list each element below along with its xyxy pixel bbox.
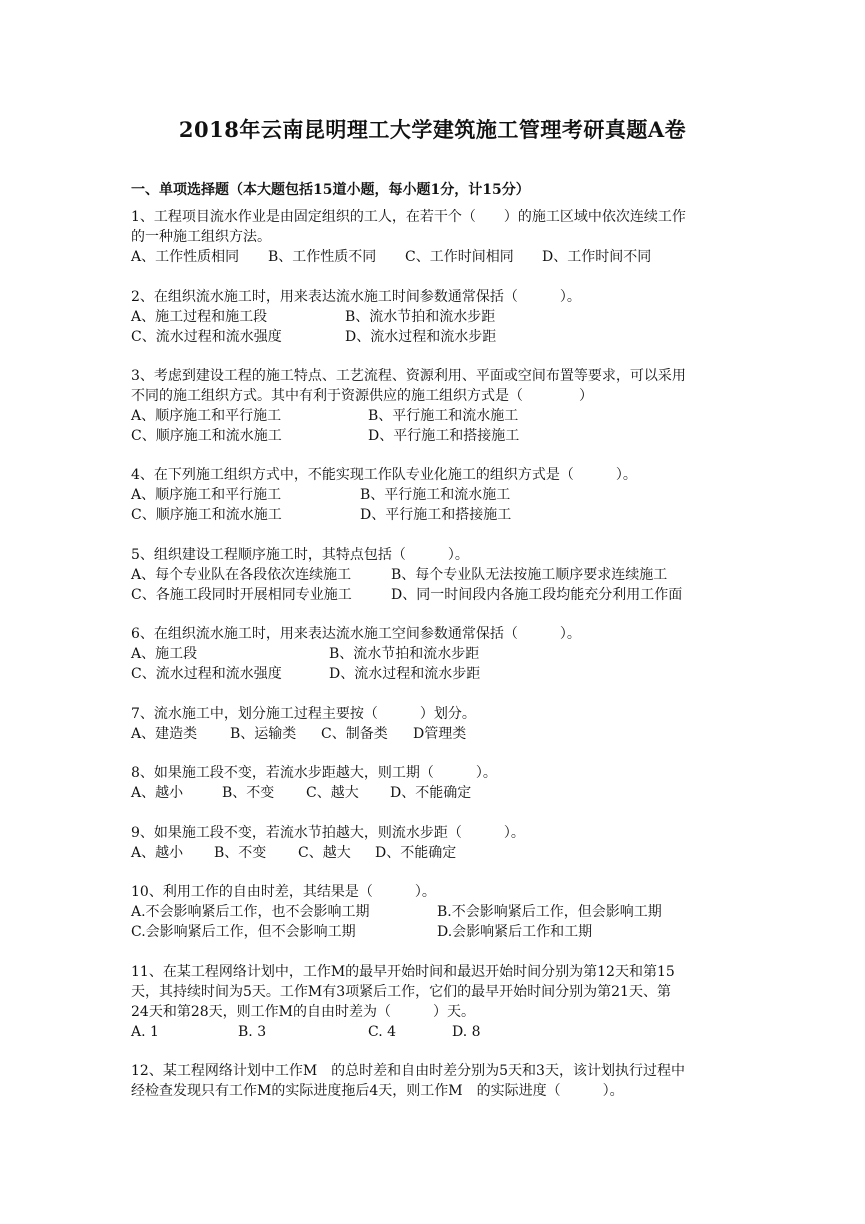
option-d: D、平行施工和搭接施工 xyxy=(360,507,512,523)
question-stem: 10、利用工作的自由时差，其结果是（ ）。 xyxy=(131,884,436,900)
option-a: A、顺序施工和平行施工 xyxy=(131,408,282,424)
question-7 xyxy=(131,704,741,744)
section-heading: 一、单项选择题（本大题包括15道小题，每小题1分，计15分） xyxy=(131,182,530,198)
option-d: D、平行施工和搭接施工 xyxy=(368,428,520,444)
question-stem: 2、在组织流水施工时，用来表达流水施工时间参数通常保括（ ）。 xyxy=(131,289,581,305)
option-d: D、流水过程和流水步距 xyxy=(329,666,481,682)
question-stem: 经检查发现只有工作M的实际进度拖后4天，则工作M 的实际进度（ ）。 xyxy=(131,1083,624,1099)
question-10 xyxy=(131,882,741,942)
option-c: C、流水过程和流水强度 xyxy=(131,329,282,345)
question-stem: 11、在某工程网络计划中，工作M的最早开始时间和最迟开始时间分别为第12天和第15 xyxy=(131,964,675,980)
option-d: D、不能确定 xyxy=(390,785,472,801)
option-c: C、顺序施工和流水施工 xyxy=(131,428,282,444)
option-c: C、流水过程和流水强度 xyxy=(131,666,282,682)
option-row xyxy=(131,644,741,664)
question-stem: 4、在下列施工组织方式中，不能实现工作队专业化施工的组织方式是（ ）。 xyxy=(131,467,637,483)
question-stem: 7、流水施工中，划分施工过程主要按（ ）划分。 xyxy=(131,706,476,722)
option-row xyxy=(131,307,741,327)
option-b: B、流水节拍和流水步距 xyxy=(329,646,480,662)
question-stem: 的一种施工组织方法。 xyxy=(131,229,271,245)
option-a: A、越小 xyxy=(131,845,184,861)
option-d: D、流水过程和流水步距 xyxy=(345,329,497,345)
option-a: A、顺序施工和平行施工 xyxy=(131,487,282,503)
question-12 xyxy=(131,1061,741,1101)
question-6 xyxy=(131,624,741,684)
question-stem: 6、在组织流水施工时，用来表达流水施工空间参数通常保括（ ）。 xyxy=(131,626,581,642)
option-row xyxy=(131,247,741,267)
question-3 xyxy=(131,366,741,446)
question-stem: 24天和第28天，则工作M的自由时差为（ ）天。 xyxy=(131,1004,475,1020)
option-b: B、流水节拍和流水步距 xyxy=(345,309,496,325)
option-d: D、工作时间不同 xyxy=(542,249,652,265)
option-row xyxy=(131,664,741,684)
question-stem: 1、工程项目流水作业是由固定组织的工人，在若干个（ ）的施工区域中依次连续工作 xyxy=(131,209,686,225)
option-row xyxy=(131,1022,741,1042)
option-row xyxy=(131,922,741,942)
option-b: B、每个专业队无法按施工顺序要求连续施工 xyxy=(391,567,668,583)
option-c: C.会影响紧后工作，但不会影响工期 xyxy=(131,924,356,940)
option-d: D、不能确定 xyxy=(375,845,457,861)
option-b: B、运输类 xyxy=(230,726,297,742)
option-c: C、越大 xyxy=(306,785,359,801)
question-11 xyxy=(131,962,741,1042)
question-stem: 12、某工程网络计划中工作M 的总时差和自由时差分别为5天和3天，该计划执行过程中 xyxy=(131,1063,685,1079)
option-a: A、施工段 xyxy=(131,646,198,662)
option-row xyxy=(131,585,741,605)
question-stem: 3、考虑到建设工程的施工特点、工艺流程、资源利用、平面或空间布置等要求，可以采用 xyxy=(131,368,686,384)
option-d: D管理类 xyxy=(413,726,467,742)
question-9 xyxy=(131,823,741,863)
option-row xyxy=(131,426,741,446)
option-c: C、工作时间相同 xyxy=(405,249,514,265)
question-4 xyxy=(131,465,741,525)
page-title: 2018年云南昆明理工大学建筑施工管理考研真题A卷 xyxy=(178,117,687,142)
option-c: C、制备类 xyxy=(321,726,388,742)
option-c: C、顺序施工和流水施工 xyxy=(131,507,282,523)
option-a: A、建造类 xyxy=(131,726,198,742)
option-b: B、不变 xyxy=(214,845,267,861)
option-row xyxy=(131,505,741,525)
question-stem: 不同的施工组织方式。其中有利于资源供应的施工组织方式是（ ） xyxy=(131,388,593,404)
option-row xyxy=(131,327,741,347)
option-a: A.不会影响紧后工作，也不会影响工期 xyxy=(131,904,370,920)
option-a: A. 1 xyxy=(131,1024,159,1040)
option-a: A、越小 xyxy=(131,785,184,801)
option-b: B. 3 xyxy=(238,1024,267,1040)
option-b: B、不变 xyxy=(222,785,275,801)
option-a: A、每个专业队在各段依次连续施工 xyxy=(131,567,352,583)
question-5 xyxy=(131,545,741,605)
option-c: C、越大 xyxy=(298,845,351,861)
option-row xyxy=(131,783,741,803)
option-a: A、施工过程和施工段 xyxy=(131,309,268,325)
option-row xyxy=(131,724,741,744)
question-2 xyxy=(131,287,741,347)
option-b: B、工作性质不同 xyxy=(268,249,377,265)
option-b: B、平行施工和流水施工 xyxy=(360,487,511,503)
question-stem: 9、如果施工段不变，若流水节拍越大，则流水步距（ ）。 xyxy=(131,825,525,841)
question-stem: 天，其持续时间为5天。工作M有3项紧后工作，它们的最早开始时间分别为第21天、第 xyxy=(131,984,671,1000)
option-d: D.会影响紧后工作和工期 xyxy=(437,924,593,940)
option-row xyxy=(131,406,741,426)
option-d: D、同一时间段内各施工段均能充分利用工作面 xyxy=(391,587,683,603)
question-stem: 8、如果施工段不变，若流水步距越大，则工期（ ）。 xyxy=(131,765,497,781)
option-row xyxy=(131,485,741,505)
option-d: D. 8 xyxy=(452,1024,481,1040)
option-c: C. 4 xyxy=(368,1024,397,1040)
option-a: A、工作性质相同 xyxy=(131,249,240,265)
question-8 xyxy=(131,763,741,803)
option-b: B.不会影响紧后工作，但会影响工期 xyxy=(437,904,662,920)
question-1 xyxy=(131,207,741,267)
option-row xyxy=(131,565,741,585)
option-c: C、各施工段同时开展相同专业施工 xyxy=(131,587,352,603)
option-row xyxy=(131,843,741,863)
option-row xyxy=(131,902,741,922)
option-b: B、平行施工和流水施工 xyxy=(368,408,519,424)
question-stem: 5、组织建设工程顺序施工时，其特点包括（ ）。 xyxy=(131,547,469,563)
